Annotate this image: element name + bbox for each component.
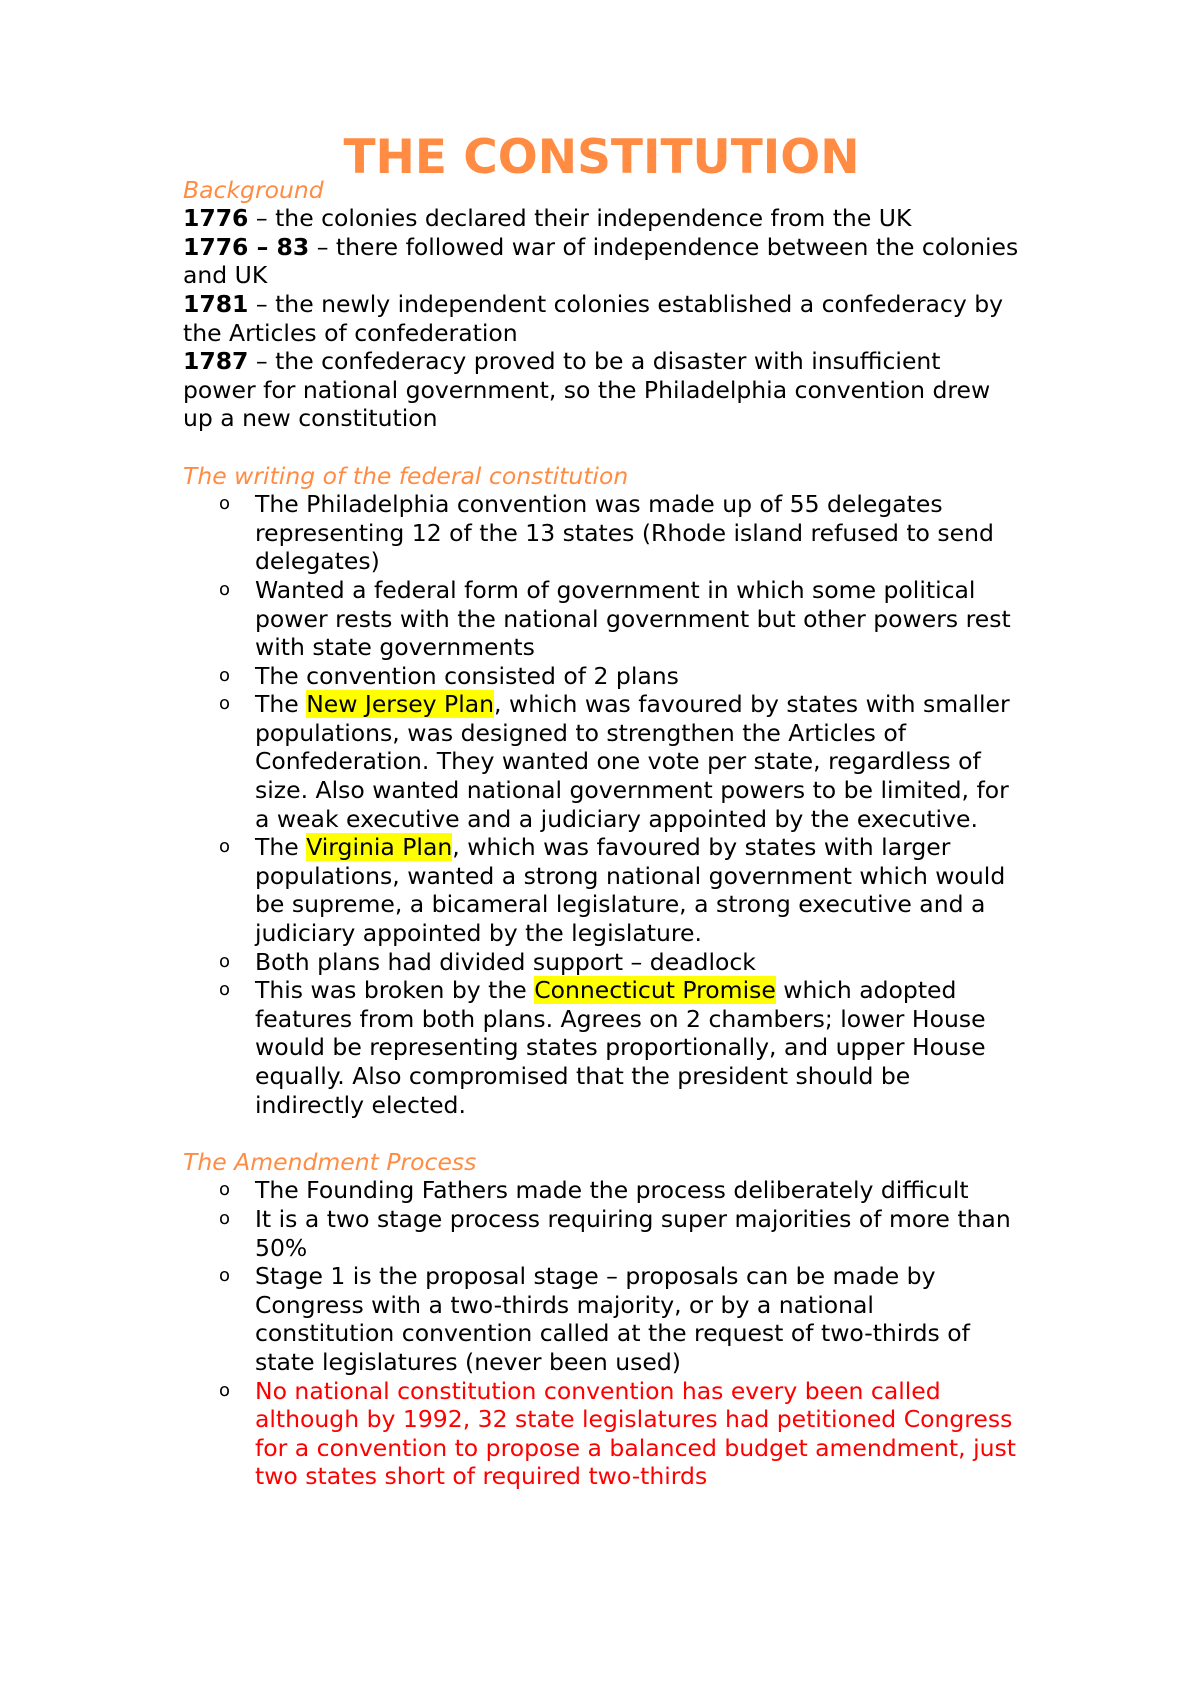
timeline-year: 1781: [183, 289, 249, 318]
timeline-text: – the colonies declared their independence from the UK: [248, 204, 912, 233]
section-heading-writing: The writing of the federal constitution: [183, 461, 629, 490]
list-item: [183, 690, 1020, 833]
timeline-text: – there followed war of independence between the colonies and UK: [183, 232, 1019, 290]
list-item-text: The convention consisted of 2 plans: [255, 661, 679, 690]
list-item-text: The Philadelphia convention was made up of 55 delegates representing 12 of the 13 states (Rhode island refused to send delegates): [255, 490, 994, 576]
bullet-icon: o: [219, 578, 231, 600]
highlighted-term: Virginia Plan: [306, 833, 453, 862]
list-item: [183, 948, 1020, 977]
timeline-year: 1776 – 83: [183, 232, 310, 261]
list-item: [183, 1205, 1020, 1262]
bullet-icon: o: [219, 1207, 231, 1229]
list-item-post: which adopted features from both plans. Agrees on 2 chambers; lower House would be representing states proportionally, and upper House equally. Also compromised that the president should be indirectly elected.: [255, 976, 986, 1119]
list-item-text: Wanted a federal form of government in which some political power rests with the national government but other powers rest with state governments: [255, 575, 1011, 662]
bullet-icon: o: [219, 950, 231, 972]
timeline-entry: [183, 290, 1020, 347]
writing-list: [183, 490, 1020, 1119]
list-item: [183, 1377, 1020, 1491]
list-item-post: , which was favoured by states with larger populations, wanted a strong national government which would be supreme, a bicameral legislature, a strong executive and a judiciary appointed by the legislature.: [255, 833, 1006, 948]
spacer: [183, 1119, 1020, 1148]
timeline-year: 1787: [183, 347, 249, 376]
spacer: [183, 433, 1020, 462]
list-item: [183, 490, 1020, 576]
bullet-icon: o: [219, 1265, 231, 1287]
list-item: [183, 976, 1020, 1119]
timeline-text: – the confederacy proved to be a disaster with insufficient power for national government, so the Philadelphia convention drew up a new constitution: [183, 347, 991, 433]
section-heading-amendment: The Amendment Process: [183, 1147, 477, 1176]
list-item-pre: The: [255, 690, 307, 719]
highlighted-term: New Jersey Plan: [306, 690, 495, 719]
bullet-icon: o: [219, 1179, 231, 1201]
list-item-text: Stage 1 is the proposal stage – proposals can be made by Congress with a two-thirds majority, or by a national constitution convention called at the request of two-thirds of state legislatures (never been used): [255, 1262, 970, 1376]
timeline-entry: [183, 347, 1020, 433]
bullet-icon: o: [219, 1379, 231, 1401]
timeline-entry: [183, 204, 1020, 233]
section-heading-background: Background: [183, 175, 324, 204]
list-item-text: It is a two stage process requiring super majorities of more than 50%: [255, 1204, 1011, 1262]
timeline-entry: [183, 233, 1020, 290]
highlighted-term: Connecticut Promise: [534, 976, 776, 1005]
list-item: [183, 576, 1020, 662]
list-item: [183, 1262, 1020, 1376]
background-entries: [183, 204, 1020, 433]
list-item-text: The Founding Fathers made the process deliberately difficult: [255, 1176, 969, 1205]
timeline-text: – the newly independent colonies established a confederacy by the Articles of confederation: [183, 289, 1004, 347]
list-item-pre: The: [255, 833, 307, 862]
amendment-list: [183, 1176, 1020, 1491]
bullet-icon: o: [219, 836, 231, 858]
list-item: [183, 833, 1020, 947]
bullet-icon: o: [219, 979, 231, 1001]
list-item-text-emphasis: No national constitution convention has every been called although by 1992, 32 state legislatures had petitioned Congress for a convention to propose a balanced budget amendment, just two states short of required two-thirds: [255, 1376, 1016, 1491]
document-title: THE CONSTITUTION: [343, 130, 860, 185]
list-item: [183, 1176, 1020, 1205]
list-item-text: Both plans had divided support – deadlock: [255, 947, 756, 976]
list-item-pre: This was broken by the: [255, 976, 535, 1005]
timeline-year: 1776: [183, 204, 249, 233]
bullet-icon: o: [219, 493, 231, 515]
bullet-icon: o: [219, 664, 231, 686]
bullet-icon: o: [219, 693, 231, 715]
list-item-post: , which was favoured by states with smaller populations, was designed to strengthen the Articles of Confederation. They wanted one vote per state, regardless of size. Also wanted national government powers to be limited, for a weak executive and a judiciary appointed by the executive.: [255, 690, 1010, 833]
list-item: [183, 662, 1020, 691]
